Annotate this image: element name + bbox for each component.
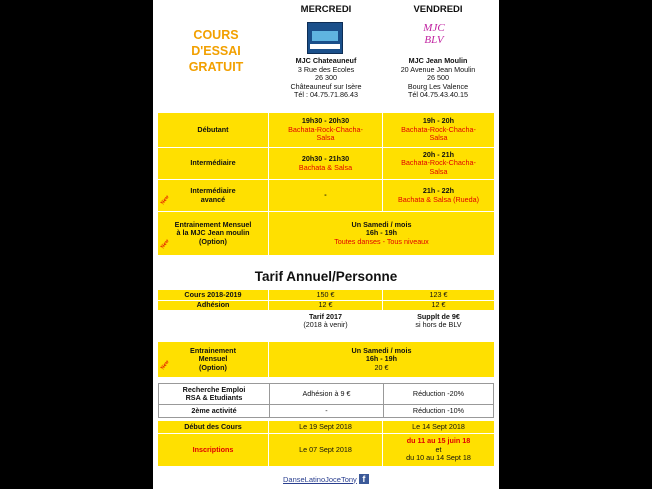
training-label-line: à la MJC Jean moulin xyxy=(176,228,250,238)
tarif-2017-note xyxy=(269,310,382,332)
slot-time: 20h30 - 21h30 xyxy=(301,154,350,163)
slot-dance: Bachata & Salsa xyxy=(298,162,353,172)
reduction-label-line: 2ème activité xyxy=(191,405,237,415)
level-label: avancé xyxy=(200,194,226,204)
slot-time: 21h - 22h xyxy=(422,186,455,195)
start-wed: Le 19 Sept 2018 xyxy=(299,421,352,431)
training-levels: Toutes danses - Tous niveaux xyxy=(334,236,429,246)
venue-line: Tél 04.75.43.40.15 xyxy=(408,90,468,99)
day-wednesday: MERCREDI xyxy=(300,4,352,15)
reduction-fri: Réduction -20% xyxy=(412,388,465,398)
inscriptions-fri-line: du 10 au 14 Sept 18 xyxy=(406,453,471,463)
reduction-wed: Adhésion à 9 € xyxy=(302,388,351,398)
tarif-training-label-line: (Option) xyxy=(199,362,227,372)
tarif-row-label: Adhésion xyxy=(196,300,230,310)
tarif-2017-sub: (2018 à venir) xyxy=(303,320,348,329)
venue-line: 26 300 xyxy=(315,73,337,82)
tarif-training-label-line: Mensuel xyxy=(198,354,228,364)
training-schedule xyxy=(269,212,494,255)
level-intermediaire xyxy=(158,148,268,179)
tarif-wed: 150 € xyxy=(316,289,335,299)
promo-line: GRATUIT xyxy=(188,60,244,74)
inscriptions-wed: Le 07 Sept 2018 xyxy=(299,444,352,454)
wed-slot xyxy=(269,180,382,211)
level-label: Intermédiaire xyxy=(190,158,236,168)
training-line: Un Samedi / mois xyxy=(351,219,412,229)
new-badge: New xyxy=(159,194,171,206)
reduction-label-line: RSA & Etudiants xyxy=(185,393,243,402)
slot-time: 19h30 - 20h30 xyxy=(301,116,350,126)
tarif-fri: 12 € xyxy=(431,300,446,310)
venue-name: MJC Chateauneuf xyxy=(295,56,357,65)
fri-slot xyxy=(383,113,494,147)
tarif-training-line: Un Samedi / mois xyxy=(351,345,412,355)
facebook-icon[interactable]: f xyxy=(359,474,369,484)
tarif-fri: 123 € xyxy=(429,289,448,299)
slot-dance: Bachata & Salsa (Rueda) xyxy=(397,194,480,204)
tarif-2017-title: Tarif 2017 xyxy=(308,311,343,321)
training-label-line: (Option) xyxy=(199,236,227,246)
slot-time: 20h - 21h xyxy=(422,149,455,159)
inscriptions-fri-line: du 11 au 15 juin 18 xyxy=(406,436,471,446)
tarif-title: Tarif Annuel/Personne xyxy=(254,269,398,284)
fri-slot xyxy=(383,148,494,179)
tarif-training-info xyxy=(269,342,494,377)
flyer-page xyxy=(153,0,499,489)
slot-time: - xyxy=(324,190,327,200)
mjc-chateauneuf-logo xyxy=(307,22,343,54)
tarif-wed: 12 € xyxy=(318,300,333,310)
schedule-table xyxy=(158,113,494,255)
venue-jean-moulin xyxy=(383,57,493,100)
training-label xyxy=(158,212,268,255)
inscriptions-label: Inscriptions xyxy=(192,444,234,454)
fri-slot xyxy=(383,180,494,211)
inscriptions-fri-line: et xyxy=(435,444,442,454)
tarif-training-line: 16h - 19h xyxy=(365,354,398,364)
tarif-row-label: Cours 2018-2019 xyxy=(184,289,242,299)
mjc-blv-logo: MJC BLV xyxy=(423,22,445,46)
venue-line: Bourg Les Valence xyxy=(407,81,469,91)
venue-line: Tél : 04.75.71.86.43 xyxy=(294,90,358,99)
tarif-training-line: 20 € xyxy=(374,362,389,372)
facebook-page-link[interactable]: DanseLatinoJoceTony xyxy=(283,474,357,484)
dates-table xyxy=(158,421,494,466)
slot-dance: Bachata-Rock-Chacha-Salsa xyxy=(401,158,476,176)
reduction-label xyxy=(159,384,269,404)
training-line: 16h - 19h xyxy=(365,228,398,238)
promo-line: COURS xyxy=(193,28,239,42)
reductions-table xyxy=(158,383,494,418)
tarif-table xyxy=(158,290,494,310)
level-intermediaire-avance xyxy=(158,180,268,211)
reduction-wed: - xyxy=(325,405,328,415)
start-label: Début des Cours xyxy=(184,421,242,431)
start-fri: Le 14 Sept 2018 xyxy=(412,421,465,431)
slot-dance: Bachata-Rock-Chacha-Salsa xyxy=(288,124,363,143)
tarif-training-label xyxy=(158,342,268,377)
wed-slot xyxy=(269,113,382,147)
venue-line: 3 Rue des Ecoles xyxy=(297,64,355,74)
slot-time: 19h - 20h xyxy=(422,116,455,126)
day-friday: VENDREDI xyxy=(413,4,463,15)
supplement-title: Supplt de 9€ xyxy=(417,311,460,321)
footer xyxy=(283,473,369,485)
new-badge: New xyxy=(159,359,171,371)
wed-slot xyxy=(269,148,382,179)
promo-line: D'ESSAI xyxy=(191,44,241,58)
reduction-fri: Réduction -10% xyxy=(412,405,465,415)
venue-line: Châteauneuf sur Isère xyxy=(290,81,362,91)
tarif-training-label-line: Entrainement xyxy=(190,345,236,355)
venue-line: 20 Avenue Jean Moulin xyxy=(400,64,476,74)
supplement-note xyxy=(383,310,494,332)
venue-chateauneuf xyxy=(271,57,381,100)
promo-title xyxy=(171,27,261,75)
training-label-line: Entrainement Mensuel xyxy=(174,219,252,229)
level-debutant xyxy=(158,113,268,147)
venue-name: MJC Jean Moulin xyxy=(408,56,468,65)
tarif-training xyxy=(158,342,494,377)
venue-line: 26 500 xyxy=(427,73,449,82)
reduction-label xyxy=(159,405,269,417)
level-label: Intermédiaire xyxy=(190,186,236,195)
slot-dance: Bachata-Rock-Chacha-Salsa xyxy=(401,124,476,143)
inscriptions-fri xyxy=(383,434,494,466)
new-badge: New xyxy=(159,238,171,250)
supplement-sub: si hors de BLV xyxy=(415,320,462,329)
reduction-label-line: Recherche Emploi xyxy=(182,384,246,394)
level-label: Débutant xyxy=(197,124,229,134)
